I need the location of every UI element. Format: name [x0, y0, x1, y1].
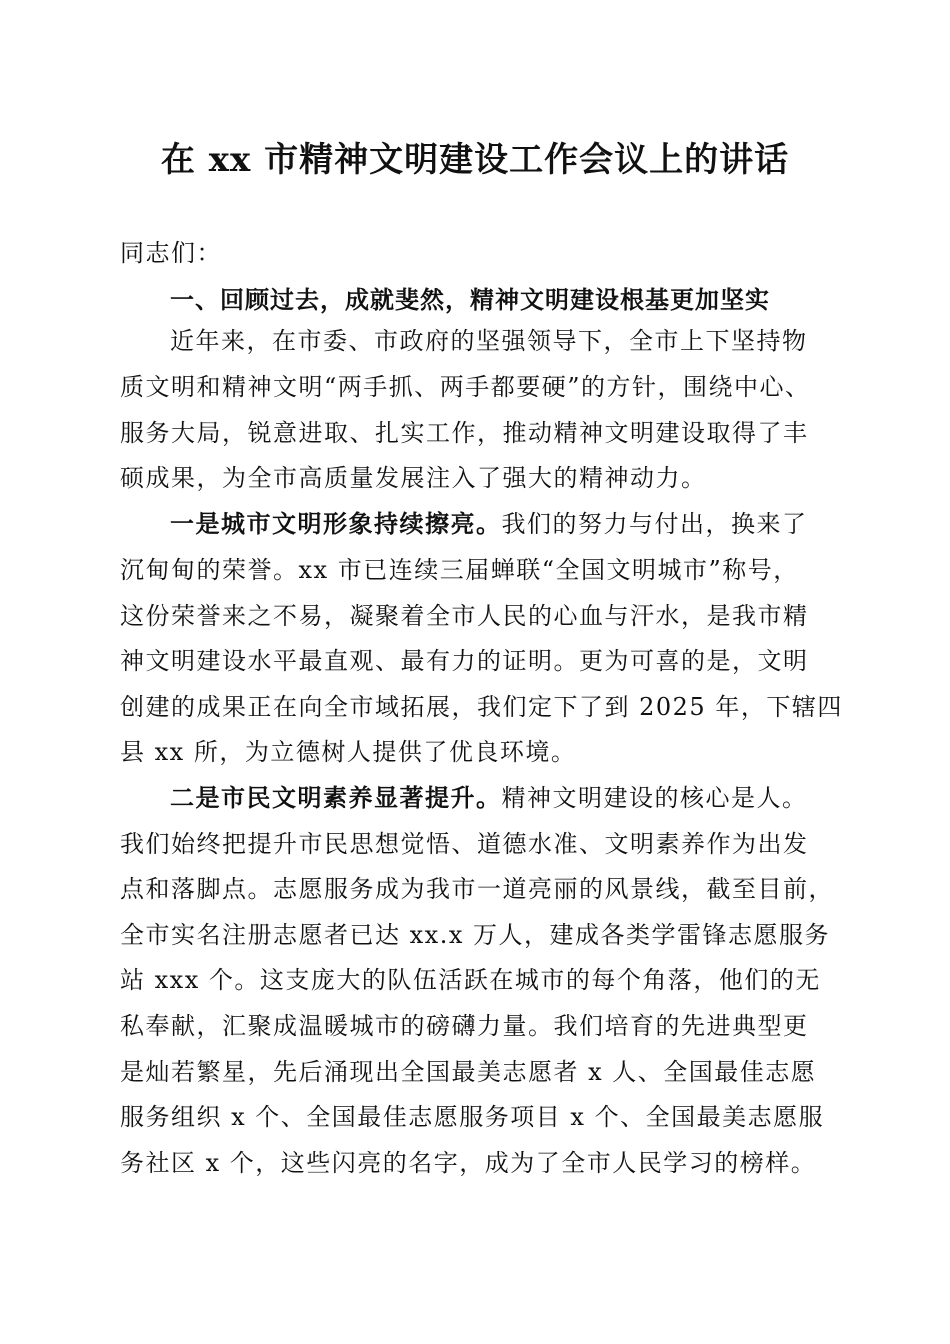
- paragraph-3-line: 我们始终把提升市民思想觉悟、道德水准、文明素养作为出发: [120, 830, 809, 858]
- paragraph-3-line: 务社区 x 个，这些闪亮的名字，成为了全市人民学习的榜样。: [120, 1149, 817, 1177]
- paragraph-3-line: 服务组织 x 个、全国最佳志愿服务项目 x 个、全国最美志愿服: [120, 1103, 825, 1131]
- paragraph-2-first-line: [170, 508, 808, 540]
- paragraph-3-line: 精神文明建设的核心是人。: [501, 784, 808, 812]
- paragraph-2-line: 沉甸甸的荣誉。xx 市已连续三届蝉联“全国文明城市”称号，: [120, 556, 799, 584]
- paragraph-3-first-line: [170, 782, 808, 814]
- paragraph-3-lead: 二是市民文明素养显著提升。: [170, 783, 502, 812]
- paragraph-2-line: 创建的成果正在向全市域拓展，我们定下了到 2025 年，下辖四: [120, 693, 843, 721]
- salutation: 同志们：: [120, 239, 222, 267]
- paragraph-2-lead: 一是城市文明形象持续擦亮。: [170, 509, 502, 538]
- paragraph-3-line: 点和落脚点。志愿服务成为我市一道亮丽的风景线，截至目前，: [120, 875, 834, 903]
- paragraph-2-line: 神文明建设水平最直观、最有力的证明。更为可喜的是，文明: [120, 647, 809, 675]
- paragraph-3-line: 私奉献，汇聚成温暖城市的磅礴力量。我们培育的先进典型更: [120, 1012, 809, 1040]
- paragraph-1-line: 质文明和精神文明“两手抓、两手都要硬”的方针，围绕中心、: [120, 373, 811, 401]
- paragraph-3-line: 是灿若繁星，先后涌现出全国最美志愿者 x 人、全国最佳志愿: [120, 1058, 817, 1086]
- paragraph-1-line: 近年来，在市委、市政府的坚强领导下，全市上下坚持物: [170, 327, 808, 355]
- document-title: 在 xx 市精神文明建设工作会议上的讲话: [160, 140, 790, 180]
- paragraph-2-line: 我们的努力与付出，换来了: [501, 510, 808, 538]
- paragraph-3-line: 站 xxx 个。这支庞大的队伍活跃在城市的每个角落，他们的无: [120, 966, 821, 994]
- paragraph-1-line: 服务大局，锐意进取、扎实工作，推动精神文明建设取得了丰: [120, 419, 809, 447]
- paragraph-3-line: 全市实名注册志愿者已达 xx.x 万人，建成各类学雷锋志愿服务: [120, 921, 830, 949]
- paragraph-2-line: 这份荣誉来之不易，凝聚着全市人民的心血与汗水，是我市精: [120, 602, 809, 630]
- section-heading: 一、回顾过去，成就斐然，精神文明建设根基更加坚实: [170, 286, 770, 314]
- paragraph-2-line: 县 xx 所，为立德树人提供了优良环境。: [120, 738, 577, 766]
- paragraph-1-line: 硕成果，为全市高质量发展注入了强大的精神动力。: [120, 464, 707, 492]
